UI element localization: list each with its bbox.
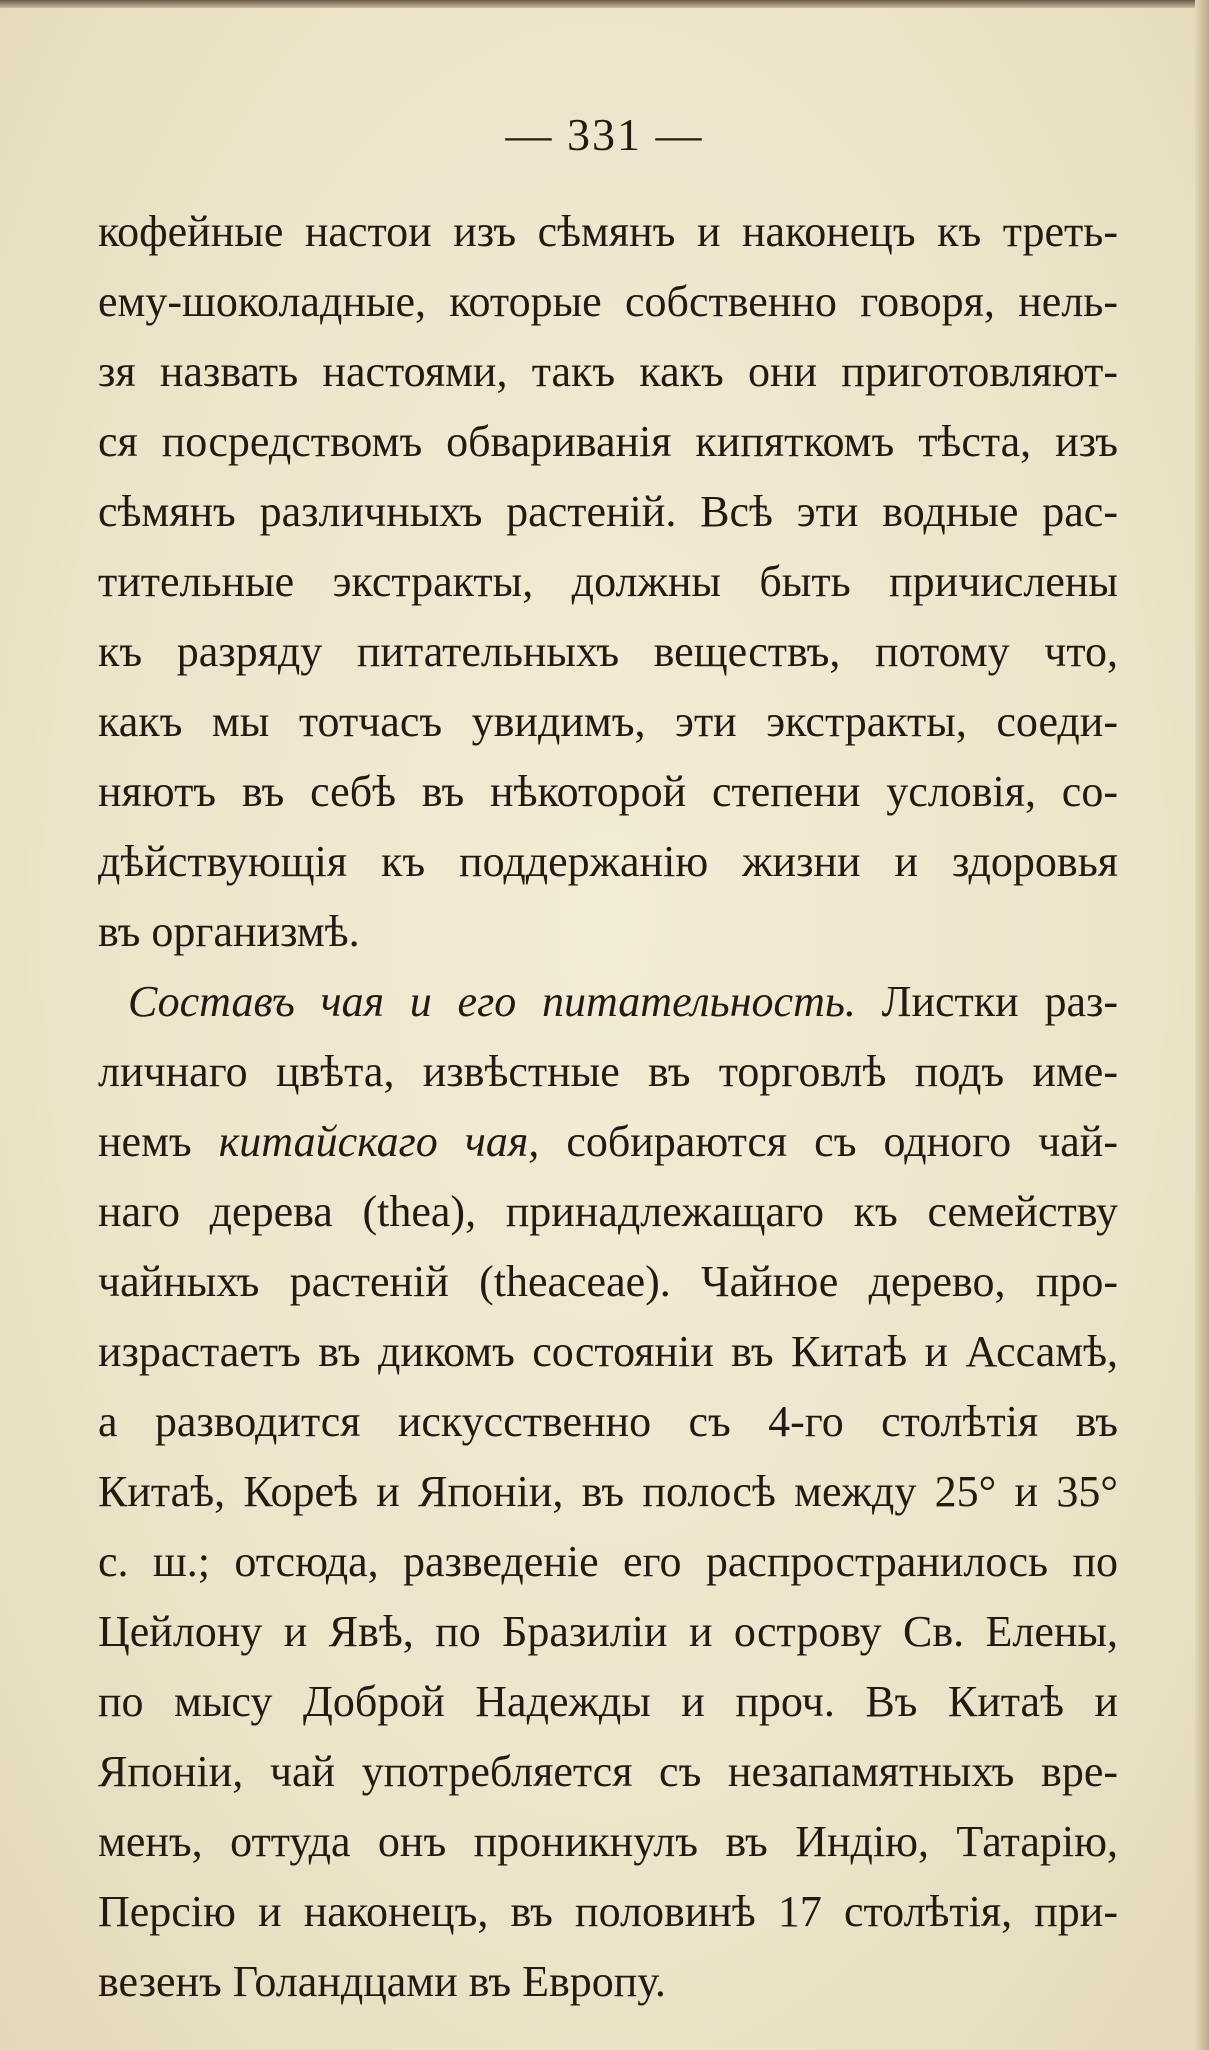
text-line: по мысу Доброй Надежды и проч. Въ Китаѣ и	[98, 1677, 1118, 1726]
text-line: с. ш.; отсюда, разведеніе его распространилось по	[98, 1537, 1118, 1586]
text-line: Цейлону и Явѣ, по Бразиліи и острову Св. Елены,	[98, 1607, 1118, 1656]
page-number: — 331 —	[505, 109, 704, 160]
text-line: наго дерева (thea), принадлежащаго къ семейству	[98, 1187, 1118, 1236]
text-line: Персію и наконецъ, въ половинѣ 17 столѣтія, при-	[98, 1887, 1118, 1936]
section-heading-line	[98, 967, 1118, 1037]
scan-top-edge	[0, 0, 1209, 8]
text-fragment: Листки раз-	[881, 977, 1119, 1026]
text-line: ему-шоколадные, которые собственно говоря, нель-	[98, 277, 1118, 326]
text-line: няютъ въ себѣ въ нѣкоторой степени условія, со-	[98, 767, 1118, 816]
text-fragment: немъ	[98, 1117, 192, 1166]
text-line: Японіи, чай употребляется съ незапамятныхъ вре-	[98, 1747, 1118, 1796]
text-line: чайныхъ растеній (theaceae). Чайное дерево, про-	[98, 1257, 1118, 1306]
text-line: менъ, оттуда онъ проникнулъ въ Индію, Татарію,	[98, 1817, 1118, 1866]
text-line: везенъ Голандцами въ Европу.	[98, 1957, 666, 2006]
text-line: Китаѣ, Кореѣ и Японіи, въ полосѣ между 25° и 35°	[98, 1467, 1118, 1516]
italic-term: китайскаго чая,	[218, 1117, 540, 1166]
text-line: ся посредствомъ обвариванія кипяткомъ тѣста, изъ	[98, 417, 1118, 466]
text-line: личнаго цвѣта, извѣстные въ торговлѣ подъ име-	[98, 1047, 1118, 1096]
text-line: зя назвать настоями, такъ какъ они приготовляют-	[98, 347, 1118, 396]
text-line: кофейные настои изъ сѣмянъ и наконецъ къ треть-	[98, 207, 1118, 256]
text-line: тительные экстракты, должны быть причислены	[98, 557, 1118, 606]
text-line	[98, 1107, 1118, 1177]
text-line: дѣйствующія къ поддержанію жизни и здоровья	[98, 837, 1118, 886]
text-fragment: собираются съ одного чай-	[566, 1117, 1119, 1166]
scan-right-edge	[1195, 0, 1209, 2050]
text-line: въ организмѣ.	[98, 907, 360, 956]
text-line: какъ мы тотчасъ увидимъ, эти экстракты, соеди-	[98, 697, 1118, 746]
text-line: а разводится искусственно съ 4-го столѣтія въ	[98, 1397, 1118, 1446]
text-line: къ разряду питательныхъ веществъ, потому что,	[98, 627, 1118, 676]
text-line: сѣмянъ различныхъ растеній. Всѣ эти водные рас-	[98, 487, 1118, 536]
section-heading: Составъ чая и его питательность.	[128, 977, 856, 1026]
page-text	[98, 197, 1118, 2017]
text-line: израстаетъ въ дикомъ состояніи въ Китаѣ и Ассамѣ,	[98, 1327, 1118, 1376]
